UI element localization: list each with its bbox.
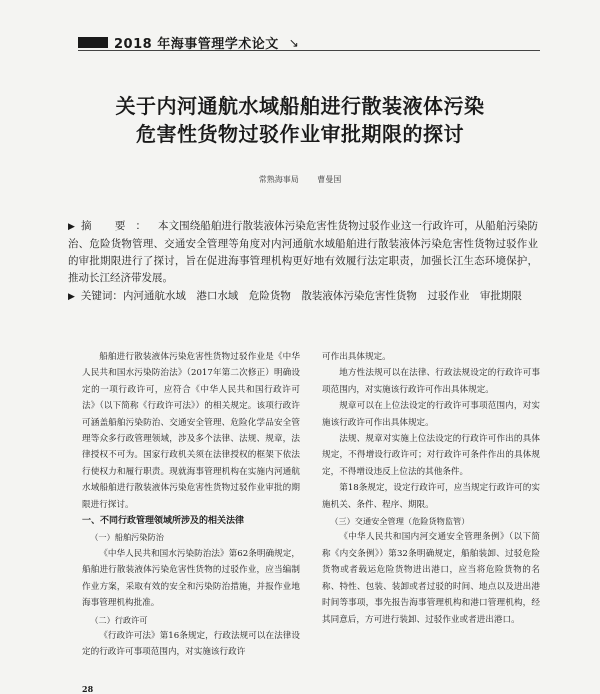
subsection-heading: （二）行政许可 — [90, 614, 148, 625]
journal-header-text: 2018 年海事管理学术论文 — [114, 37, 279, 52]
author-org: 常熟海事局 — [258, 175, 299, 184]
triangle-icon: ▶ — [68, 222, 75, 232]
intro-paragraph: 船舶进行散装液体污染危害性货物过驳作业是《中华人民共和国水污染防治法》（2017年第二次修正）明确设定的一项行政许可，应符合《中华人民共和国行政许可法》（以下简称《行政许可法》）的相关规定。该项行政许可涵盖船舶污染防治、交通安全管理、危险化学品安全管理等众多行政管理领域，涉及多个法律、法规、规章，法律授权不可为。国家行政机关须在法律授权的框架下依法行使权力和履行职责。现就海事管理机构在实施内河通航水域船舶进行散装液体污染危害性货物过驳作业审批的期限进行探讨。 — [82, 352, 300, 510]
paragraph: 地方性法规可以在法律、行政法规设定的行政许可事项范围内，对实施该行政许可作出具体规定。 — [322, 368, 540, 395]
paper-title — [0, 92, 600, 148]
authors — [0, 174, 600, 185]
abstract-text: 本文围绕船舶进行散装液体污染危害性货物过驳作业这一行政许可，从船舶污染防治、危险货物管理、交通安全管理等角度对内河通航水域船舶进行散装液体污染危害性货物过驳作业的审批期限进行了探讨，旨在促进海事管理机构更好地有效履行法定职责，加强长江生态环境保护，推动长江经济带发展。 — [68, 220, 539, 284]
paragraph: 《行政许可法》第16条规定，行政法规可以在法律设定的行政许可事项范围内，对实施该行政许 — [82, 630, 300, 658]
title-line-2: 危害性货物过驳作业审批期限的探讨 — [136, 122, 464, 146]
subsection-heading: （一）船舶污染防治 — [90, 532, 164, 543]
abstract-label: 摘 要： — [80, 220, 157, 232]
title-line-1: 关于内河通航水域船舶进行散装液体污染 — [115, 94, 485, 118]
paragraph: 《中华人民共和国水污染防治法》第62条明确规定，船舶进行散装液体污染危害性货物的过驳作业，应当编制作业方案，采取有效的安全和污染防治措施，并报作业地海事管理机构批准。 — [82, 548, 300, 609]
abstract-block — [68, 218, 538, 306]
abstract — [68, 218, 538, 287]
header-bar — [78, 37, 108, 48]
paragraph: 法规、规章对实施上位法设定的行政许可作出的具体规定，不得增设行政许可；对行政许可条件作出的具体规定，不得增设违反上位法的其他条件。 — [322, 434, 540, 477]
author-name: 曹曼国 — [317, 175, 342, 184]
keywords — [68, 288, 538, 306]
page-number: 28 — [82, 684, 94, 694]
keywords-text: 内河通航水域 港口水域 危险货物 散装液体污染危害性货物 过驳作业 审批期限 — [122, 290, 522, 302]
paragraph: 可作出具体规定。 — [322, 352, 391, 362]
header-rule — [78, 50, 540, 51]
right-column — [322, 349, 540, 628]
subsection-heading: （三）交通安全管理（危险货物监管） — [330, 516, 470, 527]
triangle-icon: ▶ — [68, 292, 75, 302]
arrow-icon: ↘ — [288, 35, 299, 50]
paragraph: 第18条规定，设定行政许可，应当规定行政许可的实施机关、条件、程序、期限。 — [322, 483, 540, 510]
paragraph: 《中华人民共和国内河交通安全管理条例》（以下简称《内交条例》）第32条明确规定，船舶装卸、过驳危险货物或者载运危险货物进出港口，应当将危险货物的名称、特性、包装、装卸或者过驳的时间、地点以及进出港时间等事项，事先报告海事管理机构和港口管理机构，经其同意后，方可进行装卸、过驳作业或者进出港口。 — [322, 532, 540, 625]
section-heading-1: 一、不同行政管理领域所涉及的相关法律 — [82, 516, 245, 527]
keywords-label: 关键词： — [80, 290, 123, 302]
left-column — [82, 349, 300, 661]
paragraph: 规章可以在上位法设定的行政许可事项范围内，对实施该行政许可作出具体规定。 — [322, 401, 540, 428]
